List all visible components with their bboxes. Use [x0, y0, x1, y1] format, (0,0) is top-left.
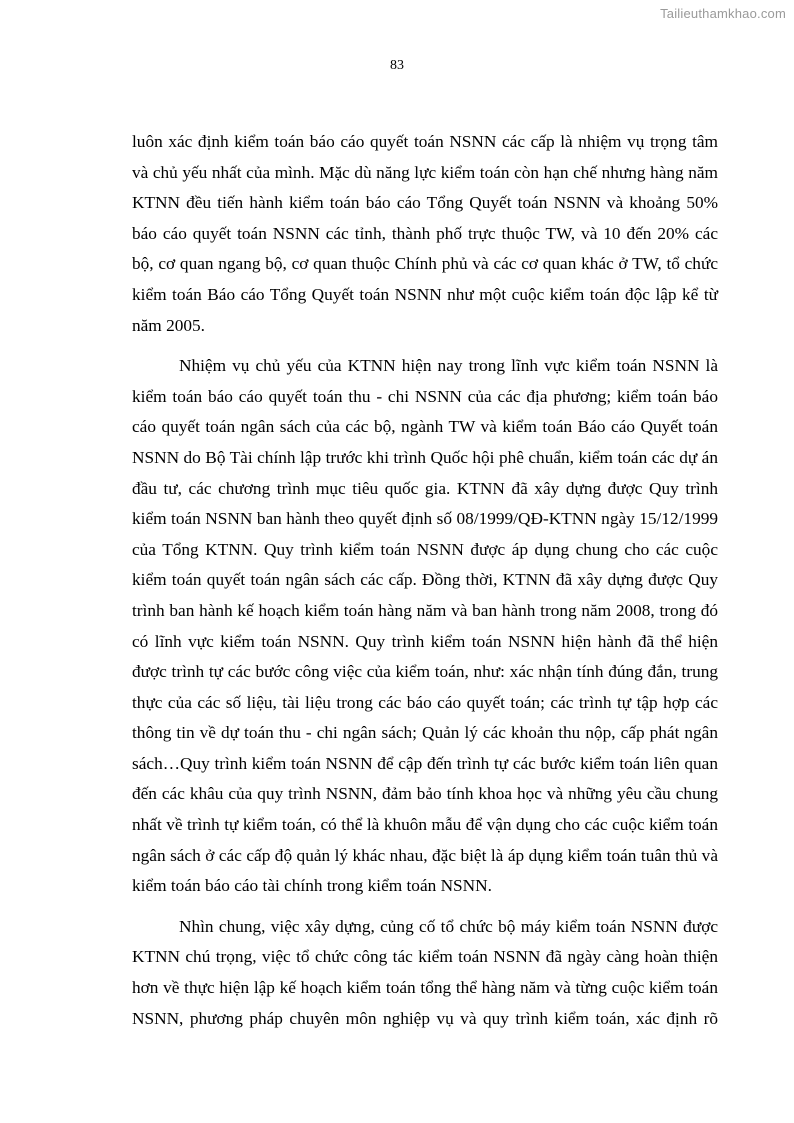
text-line: hơn về thực hiện lập kế hoạch kiểm toán tổng thể hàng năm và từng cuộc kiểm toán: [132, 978, 718, 998]
text-line: thực của các số liệu, tài liệu trong các báo cáo quyết toán; các trình tự tập hợp các: [132, 692, 718, 712]
text-line: nhất về trình tự kiểm toán, có thể là khuôn mẫu để vận dụng cho các cuộc kiểm toán: [132, 815, 718, 835]
text-line: Nhìn chung, việc xây dựng, củng cố tổ chức bộ máy kiểm toán NSNN được: [179, 916, 718, 936]
text-line: kiểm toán NSNN ban hành theo quyết định số 08/1999/QĐ-KTNN ngày 15/12/1999: [132, 509, 718, 529]
text-line: có lĩnh vực kiểm toán NSNN. Quy trình kiểm toán NSNN hiện hành đã thể hiện: [132, 631, 718, 651]
text-line: đầu tư, các chương trình mục tiêu quốc gia. KTNN đã xây dựng được Quy trình: [132, 478, 718, 498]
text-line: luôn xác định kiểm toán báo cáo quyết toán NSNN các cấp là nhiệm vụ trọng tâm: [132, 132, 718, 151]
text-line: trình ban hành kế hoạch kiểm toán hàng năm và ban hành trong năm 2008, trong đó: [132, 600, 718, 620]
text-line: báo cáo quyết toán NSNN các tỉnh, thành phố trực thuộc TW, và 10 đến 20% các: [132, 223, 718, 243]
text-line: NSNN, phương pháp chuyên môn nghiệp vụ và quy trình kiểm toán, xác định rõ: [132, 1008, 718, 1028]
text-line: kiểm toán báo cáo quyết toán thu - chi NSNN của các địa phương; kiểm toán báo: [132, 386, 718, 406]
text-line: kiểm toán Báo cáo Tổng Quyết toán NSNN như một cuộc kiểm toán độc lập kể từ: [132, 284, 718, 304]
text-line: năm 2005.: [132, 315, 205, 335]
page-number: 83: [390, 58, 404, 73]
watermark: Tailieuthamkhao.com: [660, 6, 786, 21]
text-line: cáo quyết toán ngân sách của các bộ, ngành TW và kiểm toán Báo cáo Quyết toán: [132, 417, 718, 437]
text-line: bộ, cơ quan ngang bộ, cơ quan thuộc Chính phủ và các cơ quan khác ở TW, tổ chức: [132, 254, 718, 274]
text-line: KTNN chú trọng, việc tổ chức công tác kiểm toán NSNN đã ngày càng hoàn thiện: [132, 947, 718, 967]
text-line: được trình tự các bước công việc của kiểm toán, như: xác nhận tính đúng đắn, trung: [132, 662, 718, 682]
text-line: KTNN đều tiến hành kiểm toán báo cáo Tổng Quyết toán NSNN và khoảng 50%: [132, 193, 718, 213]
text-line: sách…Quy trình kiểm toán NSNN để cập đến trình tự các bước kiểm toán liên quan: [132, 753, 718, 773]
document-body: [132, 127, 718, 1034]
text-line: Nhiệm vụ chủ yếu của KTNN hiện nay trong lĩnh vực kiểm toán NSNN là: [179, 356, 718, 376]
text-line: NSNN do Bộ Tài chính lập trước khi trình Quốc hội phê chuẩn, kiểm toán các dự án: [132, 447, 718, 467]
text-line: thông tin về dự toán thu - chi ngân sách; Quản lý các khoản thu nộp, cấp phát ngân: [132, 723, 718, 743]
text-line: kiểm toán báo cáo tài chính trong kiểm toán NSNN.: [132, 876, 492, 896]
text-line: của Tổng KTNN. Quy trình kiểm toán NSNN được áp dụng chung cho các cuộc: [132, 539, 718, 559]
text-line: và chủ yếu nhất của mình. Mặc dù năng lực kiểm toán còn hạn chế nhưng hàng năm: [132, 162, 718, 182]
text-line: kiểm toán quyết toán ngân sách các cấp. Đồng thời, KTNN đã xây dựng được Quy: [132, 570, 718, 590]
text-line: ngân sách ở các cấp độ quản lý khác nhau, đặc biệt là áp dụng kiểm toán tuân thủ và: [132, 845, 718, 865]
text-line: đến các khâu của quy trình NSNN, đảm bảo tính khoa học và những yêu cầu chung: [132, 784, 718, 804]
